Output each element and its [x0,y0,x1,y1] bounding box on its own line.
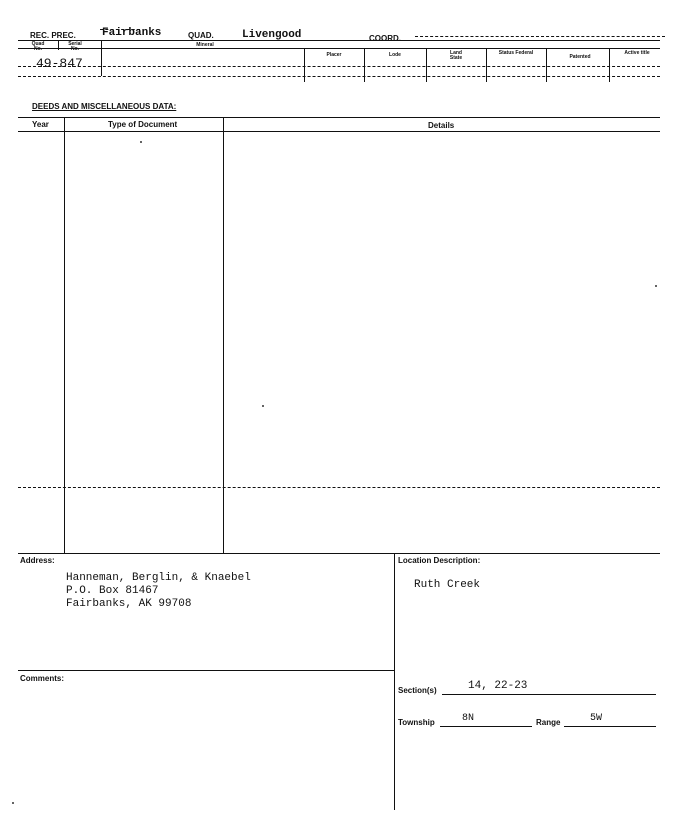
col-status-federal: Status Federal [498,50,534,56]
township-label: Township [398,718,435,727]
address-block [66,572,251,611]
col-sep [304,48,305,82]
address-line-1: Hanneman, Berglin, & Knaebel [66,572,251,584]
col-sep [546,48,547,82]
deeds-dash-line [18,487,660,488]
rec-prec-value: Fairbanks [102,27,162,39]
col-serial-no: Serial No. [68,41,82,52]
section-label: Section(s) [398,686,437,695]
quad-no-value: 49-847 [36,56,83,71]
col-lode: Lode [389,52,401,58]
col-sep [426,48,427,82]
col-land-state: Land State [449,50,463,61]
col-sep [364,48,365,82]
bottom-divider [394,553,395,810]
rec-prec-label: REC. PREC. [30,31,76,40]
deeds-bottom-line [18,553,660,554]
coord-label: COORD. [369,34,401,43]
header-dash-2 [18,76,660,77]
col-mineral: Mineral [196,42,214,48]
section-value: 14, 22-23 [468,680,528,692]
speck [140,141,142,143]
col-details: Details [428,121,455,130]
header-line-2 [18,48,660,49]
col-sep [486,48,487,82]
speck [655,285,657,287]
col-sep [58,40,59,50]
location-description-label: Location Description: [398,556,481,565]
range-label: Range [536,718,561,727]
col-placer: Placer [326,52,342,58]
range-value: 5W [590,713,603,724]
township-underline [440,726,532,727]
range-underline [564,726,656,727]
col-sep [101,40,102,76]
deeds-title: DEEDS AND MISCELLANEOUS DATA: [32,102,177,111]
col-active-title: Active title [624,50,650,56]
speck [262,405,264,407]
township-value: 8N [462,713,475,724]
col-quad-no: Quad No. [31,41,45,52]
col-year: Year [32,120,49,129]
address-line-3: Fairbanks, AK 99708 [66,598,192,610]
quad-label: QUAD. [188,31,214,40]
deeds-header-line [18,131,660,132]
comments-divider [18,670,394,671]
quad-value: Livengood [242,29,302,41]
col-sep [609,48,610,82]
speck [12,802,14,804]
col-type-of-document: Type of Document [108,120,178,129]
deeds-top-line [18,117,660,118]
address-line-2: P.O. Box 81467 [66,585,159,597]
col-patented: Patented [569,54,591,60]
comments-label: Comments: [20,674,65,683]
address-label: Address: [20,556,55,565]
header-dash-1 [18,66,660,67]
top-dash-right [415,36,665,37]
section-underline [442,694,656,695]
header-line-1 [18,40,660,41]
location-description-value: Ruth Creek [414,579,481,591]
